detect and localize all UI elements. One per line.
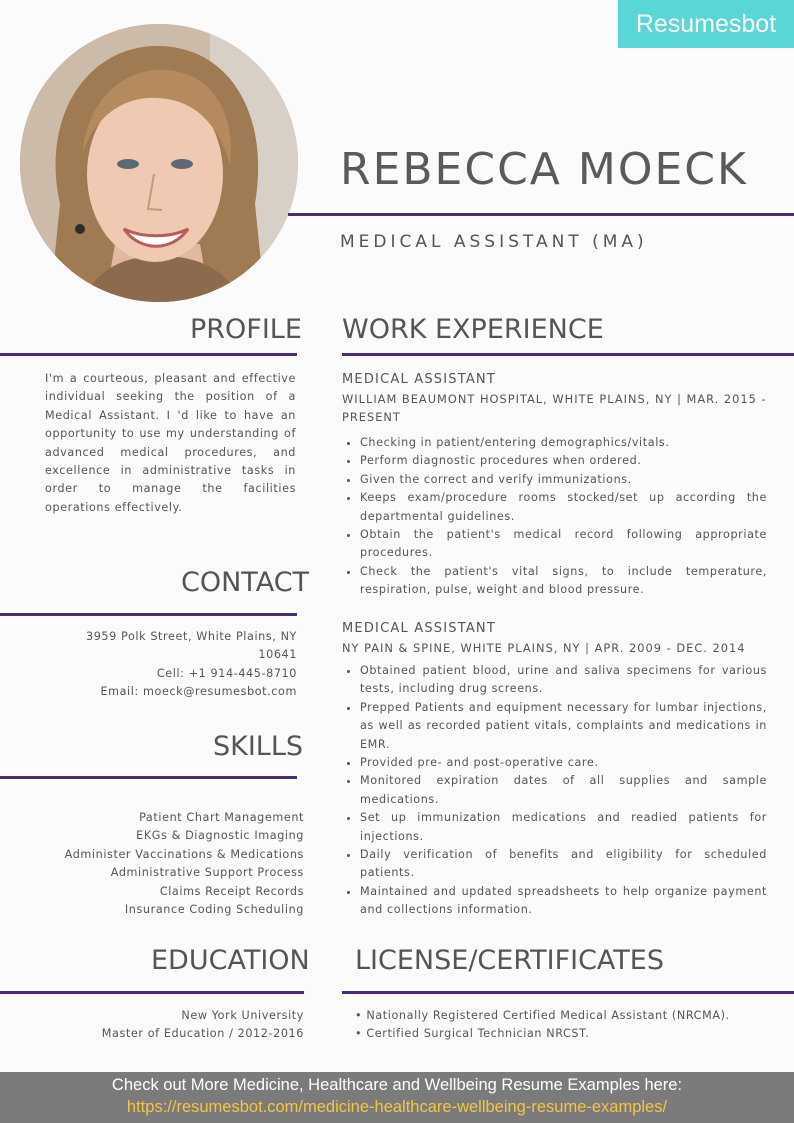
work-divider — [342, 353, 794, 356]
brand-badge[interactable]: Resumesbot — [618, 0, 794, 48]
contact-address-line2: 10641 — [258, 648, 297, 662]
job-bullet: • Checking in patient/entering demographics/vitals. — [360, 434, 767, 452]
skill-item: EKGs & Diagnostic Imaging — [136, 829, 304, 843]
license-item: • Certified Surgical Technician NRCST. — [355, 1027, 590, 1041]
job-bullet: • Obtain the patient's medical record following appropriate procedures. — [360, 526, 767, 563]
job-bullet: • Obtained patient blood, urine and saliva specimens for various tests, including drug screens. — [360, 662, 767, 699]
skills-heading: SKILLS — [213, 731, 304, 762]
work-entry-1 — [342, 372, 767, 600]
skill-item: Administrative Support Process — [110, 866, 304, 880]
license-list — [355, 1007, 785, 1044]
skill-item: Claims Receipt Records — [159, 884, 304, 898]
name-divider — [288, 213, 794, 216]
skill-item: Administer Vaccinations & Medications — [64, 847, 304, 861]
profile-text: I'm a courteous, pleasant and effective individual seeking the position of a Medical Assistant. I 'd like to have an opportunity to use my understanding of advanced medical procedures, and excellence in administrative tasks in order to manage the facilities operations effectively. — [45, 372, 296, 514]
job-bullet: • Set up immunization medications and readied patients for injections. — [360, 809, 767, 846]
education-degree: Master of Education / 2012-2016 — [101, 1027, 304, 1041]
job-bullet: • Provided pre- and post-operative care. — [360, 754, 767, 772]
license-item: • Nationally Registered Certified Medical Assistant (NRCMA). — [355, 1009, 730, 1022]
job-bullet: • Keeps exam/procedure rooms stocked/set up according the departmental guidelines. — [360, 489, 767, 526]
candidate-name: REBECCA MOECK — [340, 144, 748, 195]
job-bullet: • Daily verification of benefits and eligibility for scheduled patients. — [360, 846, 767, 883]
job-bullet: • Prepped Patients and equipment necessary for lumbar injections, as well as recorded patient vitals, complaints and medications in EMR. — [360, 699, 767, 754]
footer-link[interactable]: https://resumesbot.com/medicine-healthcare-wellbeing-resume-examples/ — [126, 1098, 668, 1116]
candidate-title: MEDICAL ASSISTANT (MA) — [340, 232, 648, 252]
contact-block — [40, 628, 297, 702]
job-bullets — [342, 662, 767, 920]
contact-heading: CONTACT — [181, 567, 310, 598]
contact-email[interactable]: Email: moeck@resumesbot.com — [100, 685, 297, 699]
footer-promo-text: Check out More Medicine, Healthcare and Wellbeing Resume Examples here: — [111, 1076, 683, 1094]
job-bullet: • Maintained and updated spreadsheets to help organize payment and collections information. — [360, 883, 767, 920]
education-heading: EDUCATION — [151, 945, 310, 976]
job-bullet: • Check the patient's vital signs, to include temperature, respiration, pulse, weight and blood pressure. — [360, 563, 767, 600]
job-bullet: • Monitored expiration dates of all supplies and sample medications. — [360, 772, 767, 809]
job-title: MEDICAL ASSISTANT — [342, 372, 496, 387]
skill-item: Patient Chart Management — [139, 811, 304, 824]
skills-list — [20, 809, 304, 919]
job-meta: NY PAIN & SPINE, WHITE PLAINS, NY | APR. 2009 - DEC. 2014 — [342, 641, 746, 655]
skills-divider — [0, 776, 297, 779]
work-entry-2 — [342, 621, 767, 920]
profile-heading: PROFILE — [190, 314, 302, 345]
job-bullet: • Given the correct and verify immunizations. — [360, 471, 767, 489]
license-divider — [342, 991, 794, 994]
profile-photo — [20, 24, 298, 302]
job-title: MEDICAL ASSISTANT — [342, 621, 496, 636]
license-heading: LICENSE/CERTIFICATES — [355, 945, 664, 976]
education-block — [20, 1007, 304, 1044]
education-school: New York University — [181, 1009, 304, 1022]
contact-cell: Cell: +1 914-445-8710 — [156, 666, 297, 680]
job-meta: WILLIAM BEAUMONT HOSPITAL, WHITE PLAINS, NY | MAR. 2015 - PRESENT — [342, 392, 767, 424]
job-bullet: • Perform diagnostic procedures when ordered. — [360, 452, 767, 470]
contact-divider — [0, 613, 297, 616]
footer-banner — [0, 1072, 794, 1123]
portrait-illustration — [20, 24, 298, 302]
job-bullets — [342, 434, 767, 600]
contact-address-line1: 3959 Polk Street, White Plains, NY — [85, 630, 297, 643]
profile-divider — [0, 353, 297, 356]
skill-item: Insurance Coding Scheduling — [124, 903, 304, 917]
work-heading: WORK EXPERIENCE — [342, 314, 604, 345]
education-divider — [0, 991, 304, 994]
